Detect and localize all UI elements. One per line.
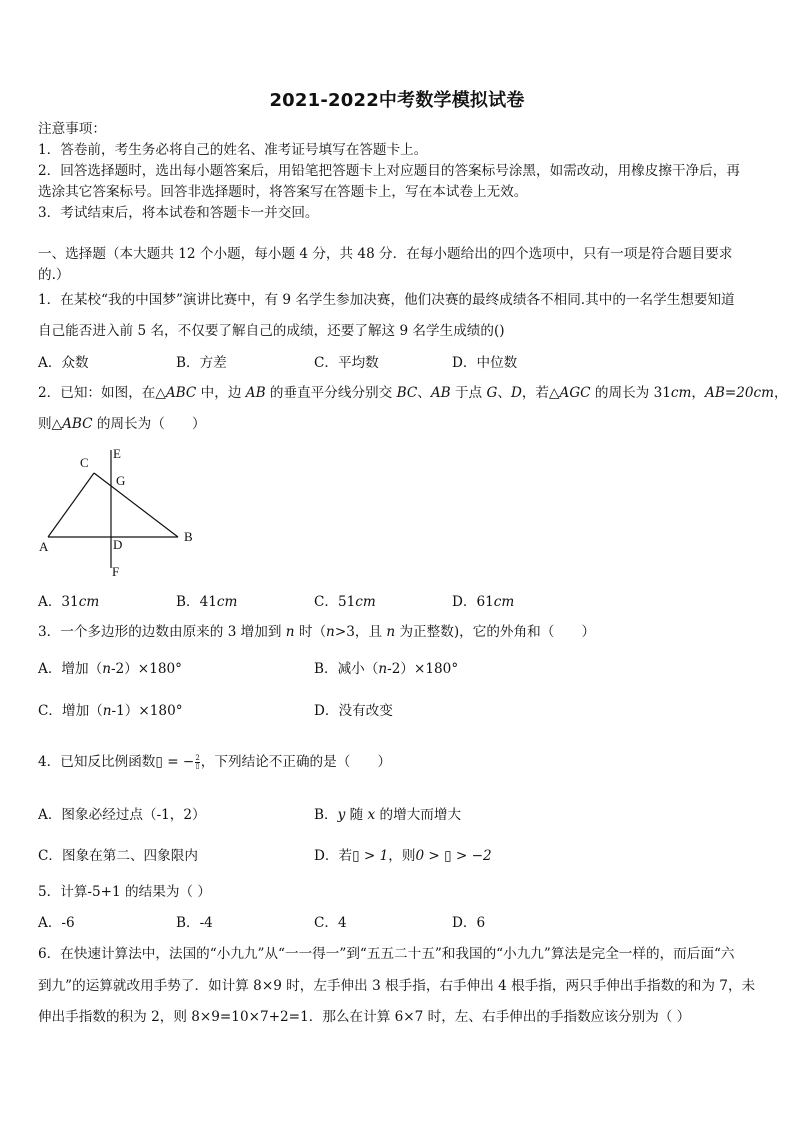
question-6-cont: 到九”的运算就改用手势了．如计算 8×9 时，左手伸出 3 根手指，右手伸出 4 根手指，两只手伸出手指数的和为 7，未 xyxy=(38,978,756,994)
label-a: A xyxy=(39,539,49,554)
question-1-cont: 自己能否进入前 5 名，不仅要了解自己的成绩，还要了解这 9 名学生成绩的() xyxy=(38,323,505,339)
label-d: D xyxy=(113,537,123,552)
fraction: $\frac{2}{▯}$ xyxy=(195,754,200,770)
q4-option-c: C．图象在第二、四象限内 xyxy=(38,848,198,864)
triangle-figure xyxy=(36,440,206,580)
q3-option-c: C．增加（n-1）×180° xyxy=(38,703,183,719)
label-e: E xyxy=(113,446,121,461)
section-heading: 一、选择题（本大题共 12 个小题，每小题 4 分，共 48 分．在每小题给出的四个选项中，只有一项是符合题目要求 xyxy=(38,246,733,262)
q4-option-d: D．若▯ > 1，则0 > ▯ > −2 xyxy=(314,848,492,864)
q3-option-a: A．增加（n-2）×180° xyxy=(38,661,182,677)
question-1: 1．在某校“我的中国梦”演讲比赛中，有 9 名学生参加决赛，他们决赛的最终成绩各不相同.其中的一名学生想要知道 xyxy=(38,292,735,308)
note-item: 3．考试结束后，将本试卷和答题卡一并交回。 xyxy=(38,205,319,221)
question-2: 2．已知：如图，在△ABC 中，边 AB 的垂直平分线分别交 BC、AB 于点 G、D，若△AGC 的周长为 31cm，AB=20cm， xyxy=(38,385,788,401)
notes-heading: 注意事项： xyxy=(38,121,106,137)
label-g: G xyxy=(116,473,126,488)
q4-option-b: B．y 随 x 的增大而增大 xyxy=(314,807,462,823)
q1-option-a: A．众数 xyxy=(38,355,89,371)
note-item: 选涂其它答案标号。回答非选择题时，将答案写在答题卡上，写在本试卷上无效。 xyxy=(38,184,528,200)
label-b: B xyxy=(184,529,193,544)
question-6: 6．在快速计算法中，法国的“小九九”从“一一得一”到“五五二十五”和我国的“小九九”算法是完全一样的，而后面“六 xyxy=(38,946,735,962)
q4-option-a: A．图象必经过点（-1，2） xyxy=(38,807,206,823)
section-heading-cont: 的.） xyxy=(38,267,70,283)
question-4: 4．已知反比例函数▯ = − $\frac{2}{▯}$ ，下列结论不正确的是（ ） xyxy=(38,754,392,770)
q2-option-d: D．61cm xyxy=(452,594,515,610)
note-item: 2．回答选择题时，选出每小题答案后，用铅笔把答题卡上对应题目的答案标号涂黑，如需改动，用橡皮擦干净后，再 xyxy=(38,163,740,179)
q5-option-b: B．-4 xyxy=(176,915,213,931)
question-3: 3．一个多边形的边数由原来的 3 增加到 n 时（n>3，且 n 为正整数)，它的外角和（ ） xyxy=(38,624,596,640)
exam-title: 2021-2022中考数学模拟试卷 xyxy=(269,90,525,111)
q5-option-d: D．6 xyxy=(452,915,486,931)
q3-option-d: D．没有改变 xyxy=(314,703,393,719)
question-2-cont: 则△ABC 的周长为（ ） xyxy=(38,416,206,432)
label-c: C xyxy=(80,455,89,470)
q5-option-c: C．4 xyxy=(314,915,347,931)
q1-option-c: C．平均数 xyxy=(314,355,379,371)
q2-option-c: C．51cm xyxy=(314,594,376,610)
q2-option-b: B．41cm xyxy=(176,594,238,610)
q2-option-a: A．31cm xyxy=(38,594,100,610)
q5-option-a: A．-6 xyxy=(38,915,75,931)
q1-option-d: D．中位数 xyxy=(452,355,518,371)
question-5: 5．计算-5+1 的结果为（ ） xyxy=(38,884,211,900)
q3-option-b: B．减小（n-2）×180° xyxy=(314,661,459,677)
label-f: F xyxy=(112,564,120,579)
q1-option-b: B．方差 xyxy=(176,355,227,371)
question-6-cont: 伸出手指数的积为 2，则 8×9=10×7+2=1．那么在计算 6×7 时，左、右手伸出的手指数应该分别为（ ） xyxy=(38,1009,691,1025)
note-item: 1．答卷前，考生务必将自己的姓名、准考证号填写在答题卡上。 xyxy=(38,142,428,158)
